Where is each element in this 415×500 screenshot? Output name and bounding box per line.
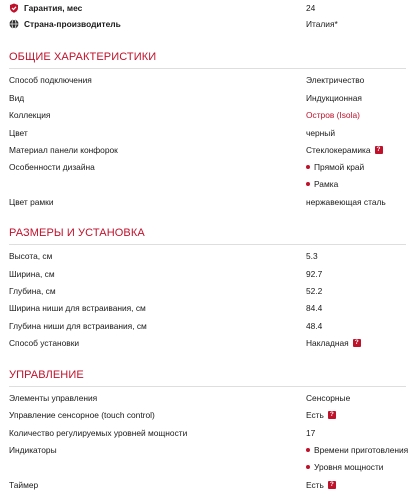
help-icon[interactable]: ? <box>375 146 383 154</box>
spec-row <box>9 160 406 174</box>
spec-value: 52.2 <box>306 286 323 296</box>
spec-label: Способ подключения <box>9 75 92 85</box>
spec-row-continued <box>9 177 406 191</box>
spec-value-list-item <box>306 443 408 457</box>
spec-row-country <box>9 17 406 31</box>
spec-value: Накладная <box>306 338 349 348</box>
spec-value-with-help <box>306 408 336 422</box>
spec-value-list-item <box>306 460 384 474</box>
section-title-dimensions: РАЗМЕРЫ И УСТАНОВКА <box>9 227 145 239</box>
spec-value: Уровня мощности <box>314 462 384 472</box>
spec-row <box>9 408 406 422</box>
spec-row <box>9 195 406 209</box>
spec-label: Цвет <box>9 128 28 138</box>
help-icon[interactable]: ? <box>328 481 336 489</box>
spec-value-list-item <box>306 177 338 191</box>
spec-value: Италия* <box>306 19 338 29</box>
spec-row <box>9 426 406 440</box>
spec-value: Электричество <box>306 75 365 85</box>
spec-row <box>9 73 406 87</box>
section-divider <box>9 244 406 245</box>
spec-row <box>9 284 406 298</box>
spec-row <box>9 91 406 105</box>
spec-row <box>9 319 406 333</box>
spec-value: 17 <box>306 428 316 438</box>
spec-value: Времени приготовления <box>314 445 409 455</box>
spec-value: 48.4 <box>306 321 323 331</box>
bullet-icon <box>306 465 310 469</box>
spec-label: Ширина ниши для встраивания, см <box>9 303 146 313</box>
spec-label: Цвет рамки <box>9 197 54 207</box>
spec-value: 92.7 <box>306 269 323 279</box>
spec-value-with-help <box>306 143 383 157</box>
spec-label: Количество регулируемых уровней мощности <box>9 428 188 438</box>
spec-label: Особенности дизайна <box>9 162 95 172</box>
spec-value: Есть <box>306 480 324 490</box>
section-title-general: ОБЩИЕ ХАРАКТЕРИСТИКИ <box>9 51 157 63</box>
shield-check-icon <box>9 3 19 13</box>
spec-label: Элементы управления <box>9 393 98 403</box>
spec-label: Глубина, см <box>9 286 56 296</box>
spec-label: Вид <box>9 93 25 103</box>
spec-value: нержавеющая сталь <box>306 197 386 207</box>
spec-row <box>9 391 406 405</box>
spec-value: 24 <box>306 3 316 13</box>
globe-icon <box>9 19 19 29</box>
spec-value: Прямой край <box>314 162 365 172</box>
spec-row <box>9 108 406 122</box>
spec-value: Есть <box>306 410 324 420</box>
spec-row-continued <box>9 460 406 474</box>
spec-value: Рамка <box>314 179 339 189</box>
section-divider <box>9 386 406 387</box>
spec-row <box>9 143 406 157</box>
collection-link[interactable]: Остров (Isola) <box>306 110 360 120</box>
spec-row <box>9 249 406 263</box>
bullet-icon <box>306 165 310 169</box>
section-divider <box>9 68 406 69</box>
section-title-control: УПРАВЛЕНИЕ <box>9 369 84 381</box>
spec-value: 5.3 <box>306 251 318 261</box>
spec-row <box>9 126 406 140</box>
spec-label: Способ установки <box>9 338 80 348</box>
spec-value-with-help <box>306 336 361 350</box>
spec-label: Гарантия, мес <box>24 3 83 13</box>
spec-label: Материал панели конфорок <box>9 145 118 155</box>
help-icon[interactable]: ? <box>353 339 361 347</box>
spec-label: Индикаторы <box>9 445 57 455</box>
spec-label: Страна-производитель <box>24 19 121 29</box>
spec-value: 84.4 <box>306 303 323 313</box>
spec-label: Таймер <box>9 480 39 490</box>
spec-label: Коллекция <box>9 110 51 120</box>
spec-row <box>9 301 406 315</box>
help-icon[interactable]: ? <box>328 411 336 419</box>
spec-row <box>9 336 406 350</box>
spec-value: Стеклокерамика <box>306 145 371 155</box>
spec-value: черный <box>306 128 336 138</box>
spec-label: Ширина, см <box>9 269 55 279</box>
bullet-icon <box>306 182 310 186</box>
spec-row <box>9 478 406 492</box>
spec-value: Сенсорные <box>306 393 351 403</box>
bullet-icon <box>306 448 310 452</box>
spec-value-list-item <box>306 160 364 174</box>
spec-label: Управление сенсорное (touch control) <box>9 410 155 420</box>
spec-row <box>9 443 409 457</box>
spec-value: Индукционная <box>306 93 362 103</box>
spec-row <box>9 267 406 281</box>
spec-row-warranty <box>9 1 406 15</box>
spec-label: Глубина ниши для встраивания, см <box>9 321 147 331</box>
spec-value-with-help <box>306 478 336 492</box>
spec-label: Высота, см <box>9 251 53 261</box>
